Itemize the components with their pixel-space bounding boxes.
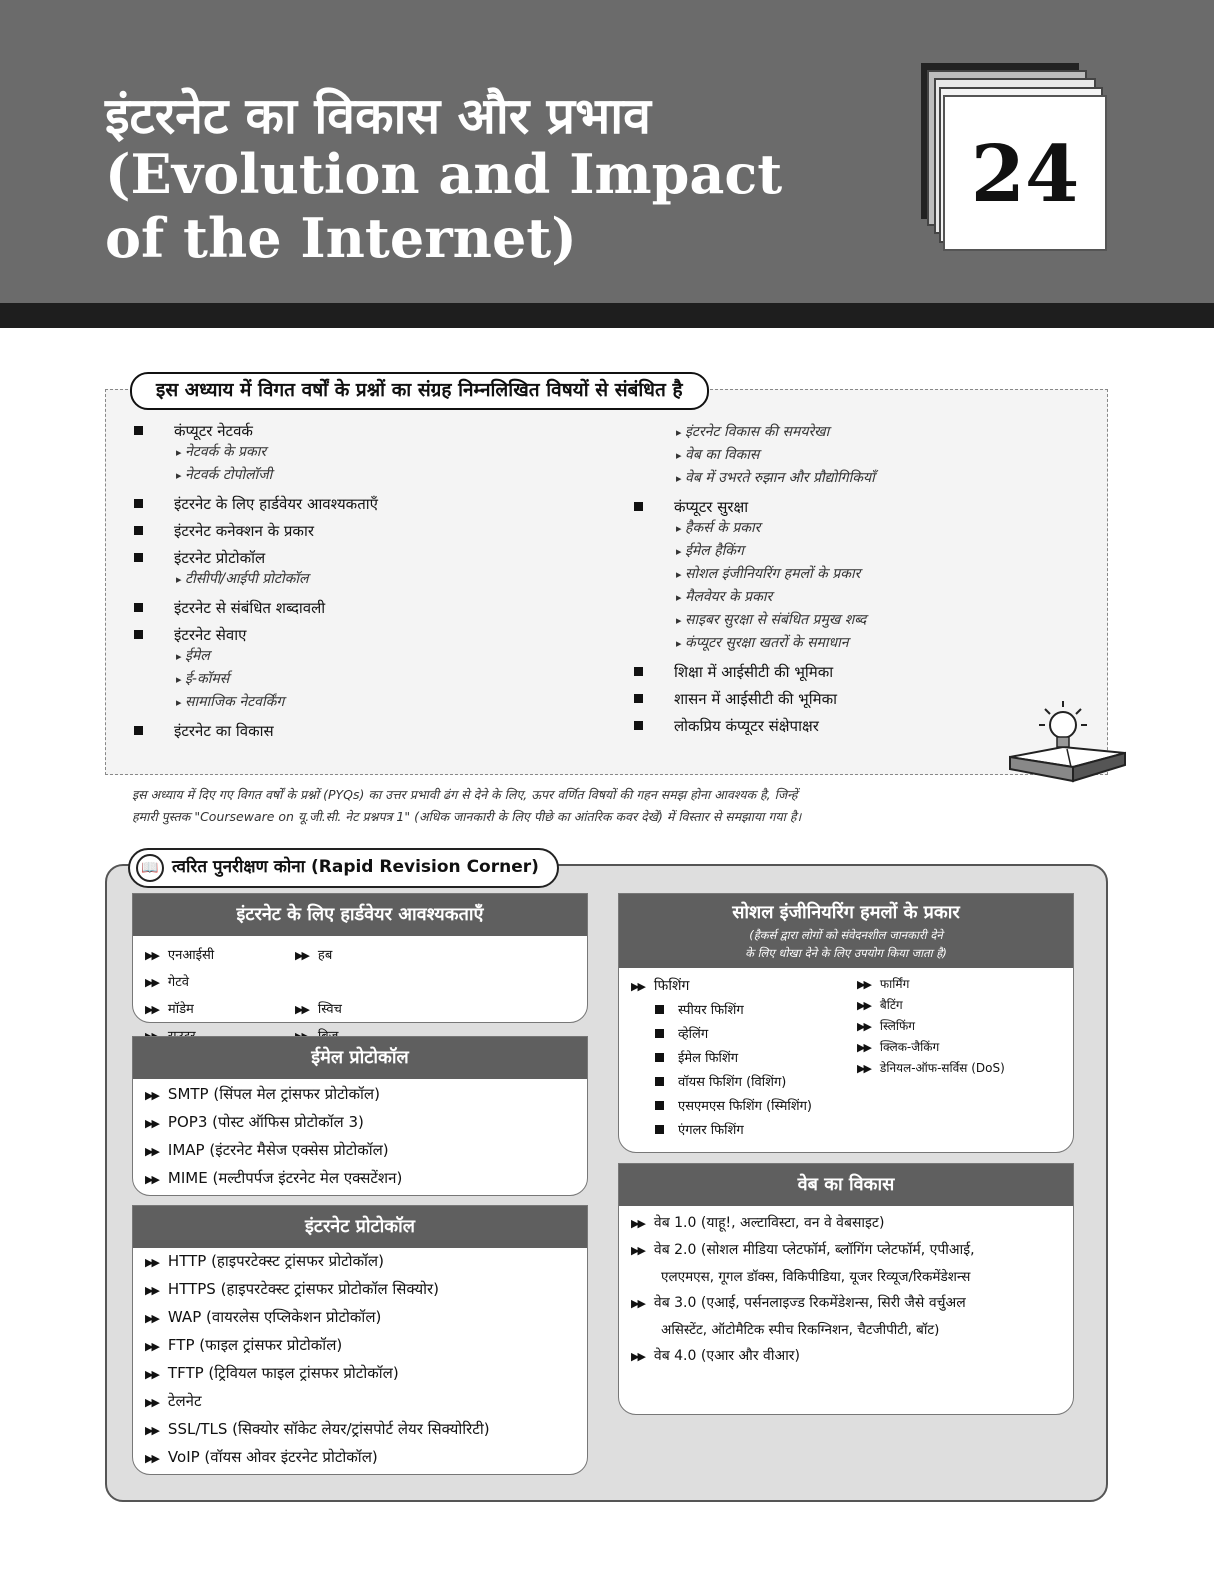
topic-sub: ▸ सामाजिक नेटवर्किंग	[174, 691, 592, 714]
double-arrow-icon: ▶▶	[631, 1297, 644, 1310]
chapter-title-english-line2: of the Internet)	[105, 206, 577, 270]
open-book-icon: 📖	[136, 854, 164, 882]
double-arrow-icon: ▶▶	[145, 949, 158, 962]
hardware-box	[132, 893, 588, 1023]
topic-sub: ▸ इंटरनेट विकास की समयरेखा	[674, 421, 1032, 444]
topic-item	[132, 721, 592, 741]
double-arrow-icon: ▶▶	[631, 1217, 644, 1230]
protocol-item: ▶▶ HTTPS (हाइपरटेक्स्ट ट्रांसफर प्रोटोकॉल सिक्योर)	[145, 1280, 440, 1298]
topic-label: लोकप्रिय कंप्यूटर संक्षेपाक्षर	[674, 717, 819, 735]
chapter-title-hindi: इंटरनेट का विकास और प्रभाव	[105, 87, 651, 145]
double-arrow-icon: ▶▶	[857, 978, 870, 991]
topic-label: इंटरनेट के लिए हार्डवेयर आवश्यकताएँ	[174, 495, 378, 513]
topic-item	[132, 494, 592, 514]
phishing-list	[631, 974, 812, 1143]
topic-sub: ▸ नेटवर्क टोपोलॉजी	[174, 464, 592, 487]
topic-item	[632, 689, 1032, 709]
bullet-square-icon	[134, 426, 143, 435]
protocol-item: ▶▶ SSL/TLS (सिक्योर सॉकेट लेयर/ट्रांसपोर्ट लेयर सिक्योरिटी)	[145, 1420, 490, 1438]
web-line: ▶▶ वेब 3.0 (एआई, पर्सनलाइज्ड रिकमेंडेशन्स, सिरी जैसे वर्चुअल	[631, 1295, 966, 1311]
double-arrow-icon: ▶▶	[145, 1284, 158, 1297]
web-line: असिस्टेंट, ऑटोमैटिक स्पीच रिकग्निशन, चैटजीपीटी, बॉट)	[661, 1322, 940, 1338]
book-bulb-icon	[1005, 695, 1135, 795]
note-line: इस अध्याय में दिए गए विगत वर्षों के प्रश्नों (PYQs) का उत्तर प्रभावी ढंग से देने के लिए, ऊपर वर्णित विषयों की गहन समझ होना आवश्यक है, जिन्हें	[132, 787, 798, 802]
topic-sub: ▸ कंप्यूटर सुरक्षा खतरों के समाधान	[674, 632, 1032, 655]
double-arrow-icon: ▶▶	[145, 1424, 158, 1437]
topic-label: इंटरनेट सेवाए	[174, 626, 247, 644]
topic-sub: ▸ वेब का विकास	[674, 444, 1032, 467]
topic-item	[632, 497, 1032, 655]
double-arrow-icon: ▶▶	[145, 1145, 158, 1158]
topic-label: इंटरनेट से संबंधित शब्दावली	[174, 599, 326, 617]
phishing-item: ▶▶ फिशिंग	[631, 978, 690, 994]
protocol-item: ▶▶ टेलनेट	[145, 1392, 202, 1410]
rrc-heading	[128, 848, 559, 888]
double-arrow-icon: ▶▶	[295, 1003, 308, 1016]
phishing-sub: वॉयस फिशिंग (विशिंग)	[631, 1071, 812, 1095]
hardware-item: मॉडेम	[167, 1002, 194, 1017]
social-subtitle: (हैकर्स द्वारा लोगों को संवेदनशील जानकारी देने	[749, 928, 943, 942]
hardware-item: स्विच	[317, 1002, 342, 1017]
double-arrow-icon: ▶▶	[145, 1173, 158, 1186]
other-attacks-list	[857, 974, 1005, 1079]
phishing-sub: व्हेलिंग	[631, 1023, 812, 1047]
double-arrow-icon: ▶▶	[631, 1244, 644, 1257]
web-line: एलएमएस, गूगल डॉक्स, विकिपीडिया, यूजर रिव्यूज/रिकमेंडेशन्स	[661, 1269, 971, 1285]
hardware-row	[145, 941, 587, 995]
bullet-square-icon	[634, 667, 643, 676]
attack-item: ▶▶ डेनियल-ऑफ-सर्विस (DoS)	[857, 1061, 1005, 1075]
social-box-title	[619, 894, 1073, 968]
hardware-grid	[133, 936, 587, 1049]
web-line: ▶▶ वेब 1.0 (याहू!, अल्टाविस्टा, वन वे वेबसाइट)	[631, 1215, 885, 1231]
double-arrow-icon: ▶▶	[857, 1041, 870, 1054]
topic-sub: ▸ नेटवर्क के प्रकार	[174, 441, 592, 464]
topic-sub: ▸ ईमेल हैकिंग	[674, 540, 1032, 563]
topic-sub: ▸ हैकर्स के प्रकार	[674, 517, 1032, 540]
bullet-square-icon	[655, 1053, 664, 1062]
phishing-sub: एसएमएस फिशिंग (स्मिशिंग)	[631, 1095, 812, 1119]
topic-label: कंप्यूटर सुरक्षा	[674, 498, 749, 516]
topic-label: इंटरनेट प्रोटोकॉल	[174, 549, 266, 567]
email-item: ▶▶ MIME (मल्टीपर्पज इंटरनेट मेल एक्सटेंशन)	[145, 1169, 403, 1187]
email-protocol-box	[132, 1036, 588, 1196]
topic-item	[132, 521, 592, 541]
email-item: ▶▶ IMAP (इंटरनेट मैसेज एक्सेस प्रोटोकॉल)	[145, 1141, 389, 1159]
topic-sub: ▸ साइबर सुरक्षा से संबंधित प्रमुख शब्द	[674, 609, 1032, 632]
email-item: ▶▶ POP3 (पोस्ट ऑफिस प्रोटोकॉल 3)	[145, 1113, 364, 1131]
topic-item	[132, 598, 592, 618]
double-arrow-icon: ▶▶	[145, 1312, 158, 1325]
social-subtitle: के लिए धोखा देने के लिए उपयोग किया जाता है)	[745, 946, 947, 960]
double-arrow-icon: ▶▶	[145, 1089, 158, 1102]
web-evolution-box	[618, 1163, 1074, 1415]
note-line: हमारी पुस्तक "Courseware on यू.जी.सी. नेट प्रश्नपत्र 1" (अधिक जानकारी के लिए पीछे का आंतरिक कवर देखें) में विस्तार से समझाया गया है।	[132, 809, 802, 824]
double-arrow-icon: ▶▶	[145, 1117, 158, 1130]
internet-protocol-box	[132, 1205, 588, 1475]
phishing-sub: एंगलर फिशिंग	[631, 1119, 812, 1143]
bullet-square-icon	[655, 1005, 664, 1014]
bullet-square-icon	[655, 1077, 664, 1086]
bullet-square-icon	[134, 630, 143, 639]
topics-right-column	[632, 421, 1032, 743]
protocol-item: ▶▶ TFTP (ट्रिवियल फाइल ट्रांसफर प्रोटोकॉल)	[145, 1364, 399, 1382]
web-list	[619, 1206, 1073, 1370]
chapter-title-english-line1: (Evolution and Impact	[105, 142, 783, 206]
chapter-number: 24	[943, 95, 1107, 251]
double-arrow-icon: ▶▶	[145, 1340, 158, 1353]
double-arrow-icon: ▶▶	[857, 1062, 870, 1075]
double-arrow-icon: ▶▶	[145, 1368, 158, 1381]
internet-protocol-list	[133, 1248, 587, 1472]
topic-sub: ▸ ई-कॉमर्स	[174, 668, 592, 691]
topics-left-column	[132, 421, 592, 748]
bullet-square-icon	[134, 526, 143, 535]
protocol-item: ▶▶ HTTP (हाइपरटेक्स्ट ट्रांसफर प्रोटोकॉल)	[145, 1252, 384, 1270]
hardware-item: एनआईसी	[167, 948, 215, 963]
double-arrow-icon: ▶▶	[145, 1396, 158, 1409]
topic-label: कंप्यूटर नेटवर्क	[174, 422, 253, 440]
topic-item	[132, 625, 592, 714]
phishing-sub: ईमेल फिशिंग	[631, 1047, 812, 1071]
social-title-text: सोशल इंजीनियरिंग हमलों के प्रकार	[732, 902, 960, 923]
web-line: ▶▶ वेब 2.0 (सोशल मीडिया प्लेटफॉर्म, ब्लॉगिंग प्लेटफॉर्म, एपीआई,	[631, 1242, 975, 1258]
topic-sub: ▸ वेब में उभरते रुझान और प्रौद्योगिकियाँ	[674, 467, 1032, 490]
protocol-item: ▶▶ FTP (फाइल ट्रांसफर प्रोटोकॉल)	[145, 1336, 343, 1354]
bullet-square-icon	[134, 603, 143, 612]
internet-protocol-box-title: इंटरनेट प्रोटोकॉल	[133, 1206, 587, 1248]
double-arrow-icon: ▶▶	[857, 1020, 870, 1033]
bullet-square-icon	[634, 502, 643, 511]
topic-label: इंटरनेट का विकास	[174, 722, 274, 740]
double-arrow-icon: ▶▶	[145, 1003, 158, 1016]
bullet-square-icon	[634, 694, 643, 703]
topic-item	[632, 662, 1032, 682]
double-arrow-icon: ▶▶	[145, 1452, 158, 1465]
topic-sub: ▸ सोशल इंजीनियरिंग हमलों के प्रकार	[674, 563, 1032, 586]
topic-continued	[632, 421, 1032, 490]
bullet-square-icon	[655, 1029, 664, 1038]
protocol-item: ▶▶ VoIP (वॉयस ओवर इंटरनेट प्रोटोकॉल)	[145, 1448, 378, 1466]
topic-sub: ▸ टीसीपी/आईपी प्रोटोकॉल	[174, 568, 592, 591]
double-arrow-icon: ▶▶	[857, 999, 870, 1012]
topic-label: शासन में आईसीटी की भूमिका	[674, 690, 837, 708]
chapter-title-english	[105, 142, 782, 270]
bullet-square-icon	[134, 726, 143, 735]
topic-item	[632, 716, 1032, 736]
bullet-square-icon	[134, 499, 143, 508]
double-arrow-icon: ▶▶	[295, 949, 308, 962]
hardware-row	[145, 995, 587, 1022]
attack-item: ▶▶ क्लिक-जैकिंग	[857, 1040, 940, 1054]
bullet-square-icon	[634, 721, 643, 730]
hardware-item: गेटवे	[167, 975, 190, 990]
topic-label: शिक्षा में आईसीटी की भूमिका	[674, 663, 834, 681]
bullet-square-icon	[655, 1101, 664, 1110]
protocol-item: ▶▶ WAP (वायरलेस एप्लिकेशन प्रोटोकॉल)	[145, 1308, 382, 1326]
header-divider	[0, 303, 1214, 328]
topic-item	[132, 421, 592, 487]
bullet-square-icon	[134, 553, 143, 562]
hardware-box-title: इंटरनेट के लिए हार्डवेयर आवश्यकताएँ	[133, 894, 587, 936]
attack-item: ▶▶ बैटिंग	[857, 998, 903, 1012]
attack-item: ▶▶ फार्मिंग	[857, 977, 910, 991]
topic-item	[132, 548, 592, 591]
bullet-square-icon	[655, 1125, 664, 1134]
chapter-note	[132, 784, 972, 828]
web-box-title: वेब का विकास	[619, 1164, 1073, 1206]
double-arrow-icon: ▶▶	[145, 1256, 158, 1269]
phishing-sub: स्पीयर फिशिंग	[631, 999, 812, 1023]
double-arrow-icon: ▶▶	[631, 980, 644, 993]
email-box-title: ईमेल प्रोटोकॉल	[133, 1037, 587, 1079]
hardware-item: हब	[317, 948, 333, 963]
topic-label: इंटरनेट कनेक्शन के प्रकार	[174, 522, 314, 540]
rrc-heading-text: त्वरित पुनरीक्षण कोना (Rapid Revision Corner)	[172, 857, 539, 877]
topic-sub: ▸ ईमेल	[174, 645, 592, 668]
attack-item: ▶▶ स्लिफिंग	[857, 1019, 915, 1033]
web-line: ▶▶ वेब 4.0 (एआर और वीआर)	[631, 1348, 800, 1364]
double-arrow-icon: ▶▶	[631, 1350, 644, 1363]
topic-sub: ▸ मैलवेयर के प्रकार	[674, 586, 1032, 609]
topics-heading: इस अध्याय में विगत वर्षों के प्रश्नों का संग्रह निम्नलिखित विषयों से संबंधित है	[130, 372, 709, 410]
email-list	[133, 1079, 587, 1193]
double-arrow-icon: ▶▶	[145, 976, 158, 989]
email-item: ▶▶ SMTP (सिंपल मेल ट्रांसफर प्रोटोकॉल)	[145, 1085, 380, 1103]
social-engineering-box	[618, 893, 1074, 1153]
